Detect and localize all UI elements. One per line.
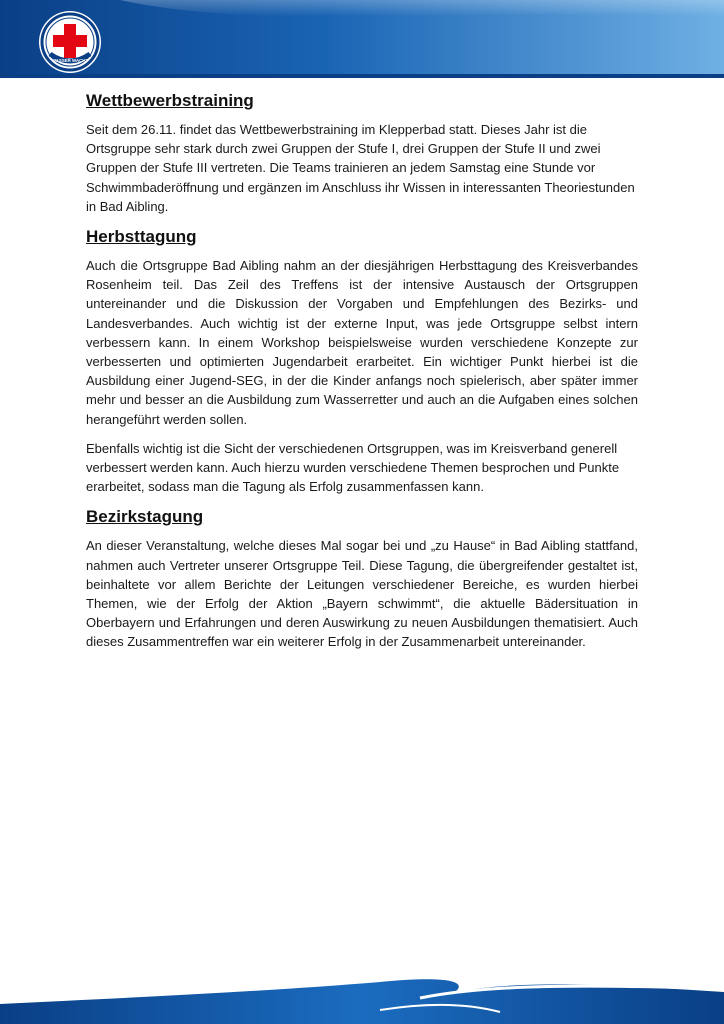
section-heading: Wettbewerbstraining [86, 91, 254, 110]
section-heading: Herbsttagung [86, 227, 197, 247]
footer-wave [0, 958, 724, 1024]
section-bezirkstagung [86, 506, 638, 651]
wasserwacht-logo-icon [38, 10, 102, 74]
section-heading: Bezirkstagung [86, 507, 204, 527]
svg-text:WASSER WACHT: WASSER WACHT [51, 58, 89, 63]
paragraph: Auch die Ortsgruppe Bad Aibling nahm an der diesjährigen Herbsttagung des Kreisverbandes Rosenheim teil. Das Zeil des Treffens ist der intensive Austausch der Ortsgruppen untereinander und die Diskussion der Vorgaben und Empfehlungen des Bezirks- und Landesverbandes. Auch wichtig ist der externe Input, was jede Ortsgruppe selbst intern verbessern kann. In einem Workshop beispielsweise wurden verschiedene Konzepte zur verbesserten und optimierten Jugendarbeit erarbeitet. Ein wichtiger Punkt hierbei ist die Ausbildung einer Jugend-SEG, in der die Kinder anfangs noch spielerisch, aber später immer mehr und besser an die Ausbildung zum Wasserretter und auch an die Aufgaben eines solchen herangeführt werden sollen. [86, 258, 638, 427]
section-herbsttagung [86, 226, 638, 496]
paragraph: Seit dem 26.11. findet das Wettbewerbstraining im Klepperbad statt. Dieses Jahr ist die Ortsgruppe sehr stark durch zwei Gruppen der Stufe I, drei Gruppen der Stufe II und zwei Gruppen der Stufe III vertreten. Die Teams trainieren an jedem Samstag eine Stunde vor Schwimmbaderöffnung und ergänzen im Anschluss ihr Wissen in interessanten Theoriestunden in Bad Aibling. [86, 122, 635, 214]
header-band [0, 0, 724, 80]
document-body [86, 90, 638, 662]
paragraph: An dieser Veranstaltung, welche dieses Mal sogar bei und „zu Hause“ in Bad Aibling stattfand, nahmen auch Vertreter unserer Ortsgruppe Teil. Diese Tagung, die übergreifender gestaltet ist, beinhaltete vor allem Berichte der Leitungen verschiedener Bereiche, es wurden hierbei Themen, wie der Erfolg der Aktion „Bayern schwimmt“, die aktuelle Bädersituation in Oberbayern und Erfahrungen und deren Auswirkung zu neuen Ausbildungen thematisiert. Auch dieses Zusammentreffen war ein weiterer Erfolg in der Zusammenarbeit untereinander. [86, 538, 638, 650]
paragraph: Ebenfalls wichtig ist die Sicht der verschiedenen Ortsgruppen, was im Kreisverband generell verbessert werden kann. Auch hierzu wurden verschiedene Themen besprochen und Punkte erarbeitet, sodass man die Tagung als Erfolg zusammenfassen kann. [86, 440, 620, 495]
section-wettbewerbstraining [86, 90, 638, 216]
